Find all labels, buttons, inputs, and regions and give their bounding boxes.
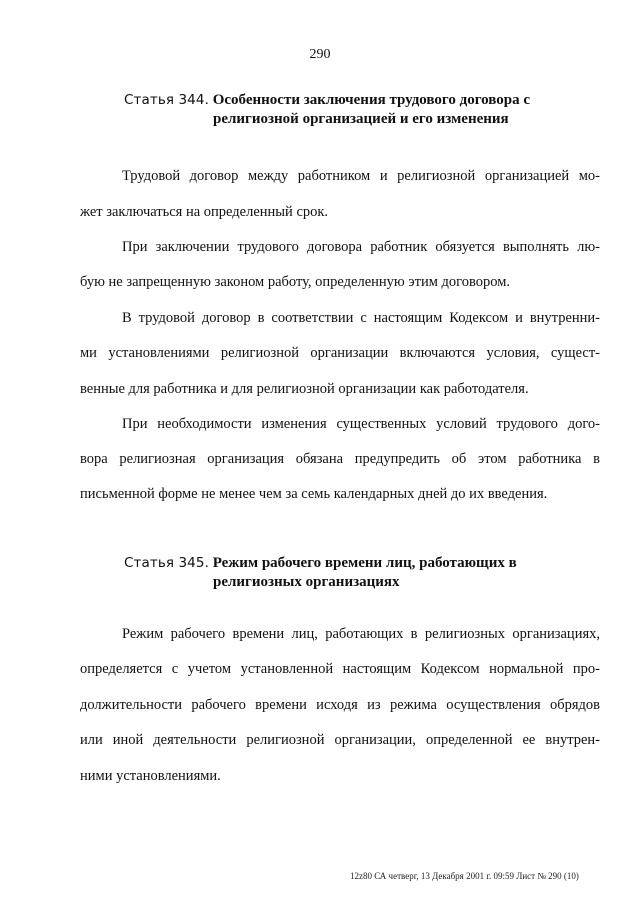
article-344-title-line2: религиозной организацией и его изменения	[213, 111, 509, 127]
article-345-line: Режим рабочего времени лиц, работающих в религиозных организациях,	[122, 626, 600, 642]
page-number: 290	[309, 47, 331, 62]
article-344-line: При заключении трудового договора работник обязуется выполнять лю-	[122, 239, 600, 255]
article-344-line: венные для работника и для религиозной организации как работодателя.	[80, 381, 529, 397]
article-345-line: должительности рабочего времени исходя из режима осуществления обрядов	[80, 697, 600, 713]
article-344-line: Трудовой договор между работником и религиозной организацией мо-	[122, 168, 600, 184]
article-344-line: В трудовой договор в соответствии с настоящим Кодексом и внутренни-	[122, 310, 600, 326]
article-345-title-line2: религиозных организациях	[213, 574, 400, 590]
article-345-line: определяется с учетом установленной настоящим Кодексом нормальной про-	[80, 661, 600, 677]
article-344-line: жет заключаться на определенный срок.	[80, 204, 329, 220]
article-344-line: письменной форме не менее чем за семь календарных дней до их введения.	[80, 486, 548, 502]
article-345-line: или иной деятельности религиозной организации, определенной ее внутрен-	[80, 732, 600, 748]
article-345-line: ними установлениями.	[80, 768, 221, 784]
article-344-line: вора религиозная организация обязана предупредить об этом работника в	[80, 451, 600, 467]
article-344-line: бую не запрещенную законом работу, определенную этим договором.	[80, 274, 510, 290]
article-344-title-line1: Особенности заключения трудового договора с	[212, 92, 531, 108]
article-345-heading	[124, 554, 594, 591]
article-345-title-line1: Режим рабочего времени лиц, работающих в	[212, 555, 517, 571]
article-345-label: Статья 345.	[124, 555, 209, 571]
article-344-line: При необходимости изменения существенных условий трудового дого-	[122, 416, 600, 432]
article-344-line: ми установлениями религиозной организации включаются условия, сущест-	[80, 345, 600, 361]
page-footer: 12z80 СА четверг, 13 Декабря 2001 г. 09:59 Лист № 290 (10)	[350, 871, 579, 881]
article-344-heading	[124, 91, 594, 128]
article-344-label: Статья 344.	[124, 92, 209, 108]
